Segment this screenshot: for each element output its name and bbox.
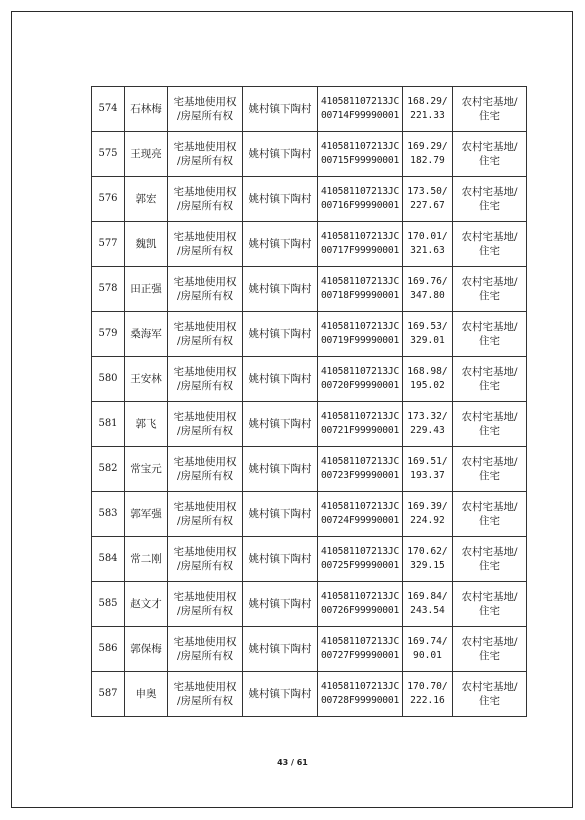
cell-owner-name xyxy=(125,447,168,492)
cell-right-type-text: 宅基地使用权 xyxy=(173,366,237,378)
table-row xyxy=(92,357,527,402)
cell-area xyxy=(403,222,453,267)
cell-land-use xyxy=(453,312,527,357)
cell-right-type-text: /房屋所有权 xyxy=(176,200,234,212)
cell-number-text: 583 xyxy=(98,508,118,519)
cell-parcel-code xyxy=(318,447,403,492)
cell-area-text: 170.01/ xyxy=(407,231,448,242)
cell-area xyxy=(403,672,453,717)
cell-owner-name xyxy=(125,132,168,177)
cell-location xyxy=(243,402,318,447)
cell-right-type-text: 宅基地使用权 xyxy=(173,636,237,648)
cell-parcel-code-text: 00718F99990001 xyxy=(320,290,400,301)
cell-area-text: 169.39/ xyxy=(407,501,448,512)
cell-parcel-code xyxy=(318,132,403,177)
cell-area-text: 173.50/ xyxy=(407,186,448,197)
cell-area xyxy=(403,582,453,627)
cell-land-use xyxy=(453,672,527,717)
cell-area-text: 329.15 xyxy=(410,560,445,571)
cell-land-use-text: 农村宅基地/ xyxy=(461,411,518,423)
cell-land-use-text: 住宅 xyxy=(479,155,500,167)
cell-land-use-text: 农村宅基地/ xyxy=(461,231,518,243)
cell-owner-name xyxy=(125,492,168,537)
cell-number xyxy=(92,312,125,357)
cell-right-type xyxy=(168,627,243,672)
table-row xyxy=(92,627,527,672)
cell-land-use-text: 住宅 xyxy=(479,695,500,707)
cell-area xyxy=(403,357,453,402)
cell-area xyxy=(403,492,453,537)
cell-area-text: 229.43 xyxy=(410,425,445,436)
cell-parcel-code-text: 410581107213JC xyxy=(320,411,400,422)
cell-land-use-text: 农村宅基地/ xyxy=(461,276,518,288)
cell-owner-name-text: 石林梅 xyxy=(130,103,162,115)
cell-right-type xyxy=(168,492,243,537)
cell-parcel-code-text: 410581107213JC xyxy=(320,276,400,287)
cell-parcel-code-text: 410581107213JC xyxy=(320,591,400,602)
cell-land-use-text: 农村宅基地/ xyxy=(461,96,518,108)
cell-area-text: 227.67 xyxy=(410,200,445,211)
cell-right-type xyxy=(168,582,243,627)
cell-number-text: 581 xyxy=(98,418,118,429)
cell-number-text: 582 xyxy=(98,463,118,474)
cell-location xyxy=(243,132,318,177)
cell-land-use xyxy=(453,132,527,177)
cell-right-type xyxy=(168,177,243,222)
cell-right-type-text: /房屋所有权 xyxy=(176,380,234,392)
cell-owner-name xyxy=(125,672,168,717)
cell-owner-name-text: 常二刚 xyxy=(130,553,162,565)
cell-area-text: 347.80 xyxy=(410,290,445,301)
cell-right-type-text: 宅基地使用权 xyxy=(173,141,237,153)
cell-number xyxy=(92,582,125,627)
cell-number-text: 579 xyxy=(98,328,118,339)
cell-right-type-text: /房屋所有权 xyxy=(176,290,234,302)
cell-number xyxy=(92,132,125,177)
cell-area-text: 169.74/ xyxy=(407,636,448,647)
cell-owner-name-text: 桑海军 xyxy=(130,328,162,340)
cell-land-use-text: 住宅 xyxy=(479,290,500,302)
cell-number-text: 578 xyxy=(98,283,118,294)
cell-land-use-text: 住宅 xyxy=(479,605,500,617)
cell-right-type-text: 宅基地使用权 xyxy=(173,321,237,333)
cell-parcel-code-text: 410581107213JC xyxy=(320,456,400,467)
cell-area-text: 169.53/ xyxy=(407,321,448,332)
cell-land-use-text: 农村宅基地/ xyxy=(461,546,518,558)
cell-land-use-text: 农村宅基地/ xyxy=(461,456,518,468)
page-number: 43 / 61 xyxy=(277,758,308,767)
cell-right-type-text: 宅基地使用权 xyxy=(173,411,237,423)
cell-owner-name xyxy=(125,402,168,447)
cell-number xyxy=(92,177,125,222)
cell-parcel-code-text: 00724F99990001 xyxy=(320,515,400,526)
cell-land-use-text: 住宅 xyxy=(479,650,500,662)
cell-location-text: 姚村镇下陶村 xyxy=(248,328,312,340)
cell-parcel-code-text: 410581107213JC xyxy=(320,231,400,242)
cell-parcel-code-text: 00721F99990001 xyxy=(320,425,400,436)
cell-right-type-text: 宅基地使用权 xyxy=(173,681,237,693)
cell-owner-name-text: 王安林 xyxy=(130,373,162,385)
cell-right-type-text: /房屋所有权 xyxy=(176,515,234,527)
cell-right-type-text: /房屋所有权 xyxy=(176,335,234,347)
cell-area xyxy=(403,177,453,222)
cell-land-use xyxy=(453,447,527,492)
table-row xyxy=(92,267,527,312)
cell-area-text: 195.02 xyxy=(410,380,445,391)
cell-location xyxy=(243,537,318,582)
table-row xyxy=(92,492,527,537)
cell-land-use-text: 住宅 xyxy=(479,335,500,347)
cell-right-type-text: 宅基地使用权 xyxy=(173,186,237,198)
cell-land-use-text: 住宅 xyxy=(479,200,500,212)
cell-owner-name-text: 郭保梅 xyxy=(130,643,162,655)
cell-location xyxy=(243,447,318,492)
cell-right-type xyxy=(168,267,243,312)
cell-right-type-text: 宅基地使用权 xyxy=(173,591,237,603)
cell-number xyxy=(92,222,125,267)
cell-right-type-text: 宅基地使用权 xyxy=(173,231,237,243)
cell-parcel-code-text: 410581107213JC xyxy=(320,321,400,332)
cell-parcel-code-text: 00725F99990001 xyxy=(320,560,400,571)
cell-land-use xyxy=(453,627,527,672)
cell-area-text: 169.84/ xyxy=(407,591,448,602)
cell-number xyxy=(92,87,125,132)
cell-owner-name-text: 申奥 xyxy=(135,688,157,700)
cell-parcel-code-text: 410581107213JC xyxy=(320,546,400,557)
cell-number xyxy=(92,492,125,537)
cell-land-use-text: 住宅 xyxy=(479,245,500,257)
cell-parcel-code xyxy=(318,87,403,132)
cell-owner-name xyxy=(125,312,168,357)
table-row xyxy=(92,672,527,717)
table-row xyxy=(92,132,527,177)
cell-area-text: 222.16 xyxy=(410,695,445,706)
table-row xyxy=(92,312,527,357)
cell-right-type-text: /房屋所有权 xyxy=(176,605,234,617)
cell-land-use-text: 住宅 xyxy=(479,425,500,437)
cell-parcel-code xyxy=(318,537,403,582)
cell-land-use-text: 住宅 xyxy=(479,560,500,572)
cell-owner-name-text: 王现亮 xyxy=(130,148,162,160)
cell-parcel-code-text: 410581107213JC xyxy=(320,366,400,377)
cell-owner-name xyxy=(125,627,168,672)
cell-parcel-code xyxy=(318,672,403,717)
cell-location-text: 姚村镇下陶村 xyxy=(248,373,312,385)
table-row xyxy=(92,177,527,222)
cell-owner-name xyxy=(125,582,168,627)
cell-parcel-code xyxy=(318,357,403,402)
cell-area-text: 224.92 xyxy=(410,515,445,526)
cell-area xyxy=(403,537,453,582)
cell-area xyxy=(403,447,453,492)
cell-area xyxy=(403,627,453,672)
cell-location xyxy=(243,222,318,267)
cell-land-use-text: 农村宅基地/ xyxy=(461,141,518,153)
cell-area-text: 182.79 xyxy=(410,155,445,166)
cell-area-text: 169.76/ xyxy=(407,276,448,287)
table-body xyxy=(92,87,527,717)
cell-parcel-code-text: 00728F99990001 xyxy=(320,695,400,706)
cell-area-text: 193.37 xyxy=(410,470,445,481)
table-row xyxy=(92,402,527,447)
cell-location xyxy=(243,672,318,717)
cell-owner-name-text: 常宝元 xyxy=(130,463,162,475)
cell-right-type xyxy=(168,357,243,402)
cell-parcel-code-text: 00717F99990001 xyxy=(320,245,400,256)
cell-parcel-code-text: 00720F99990001 xyxy=(320,380,400,391)
cell-owner-name xyxy=(125,357,168,402)
cell-parcel-code xyxy=(318,492,403,537)
cell-owner-name xyxy=(125,267,168,312)
cell-parcel-code-text: 00716F99990001 xyxy=(320,200,400,211)
cell-area xyxy=(403,402,453,447)
cell-number xyxy=(92,357,125,402)
cell-right-type-text: 宅基地使用权 xyxy=(173,456,237,468)
cell-parcel-code xyxy=(318,177,403,222)
cell-location-text: 姚村镇下陶村 xyxy=(248,148,312,160)
cell-location xyxy=(243,492,318,537)
cell-area xyxy=(403,267,453,312)
cell-location xyxy=(243,177,318,222)
cell-number-text: 585 xyxy=(98,598,118,609)
cell-parcel-code-text: 410581107213JC xyxy=(320,501,400,512)
cell-number-text: 586 xyxy=(98,643,118,654)
cell-land-use-text: 农村宅基地/ xyxy=(461,186,518,198)
cell-number xyxy=(92,447,125,492)
cell-area-text: 170.62/ xyxy=(407,546,448,557)
table-row xyxy=(92,222,527,267)
table-row xyxy=(92,447,527,492)
cell-area-text: 170.70/ xyxy=(407,681,448,692)
cell-land-use-text: 住宅 xyxy=(479,515,500,527)
cell-location xyxy=(243,357,318,402)
cell-owner-name-text: 郭军强 xyxy=(130,508,162,520)
cell-parcel-code-text: 410581107213JC xyxy=(320,141,400,152)
cell-location-text: 姚村镇下陶村 xyxy=(248,103,312,115)
cell-land-use-text: 住宅 xyxy=(479,380,500,392)
cell-right-type-text: 宅基地使用权 xyxy=(173,276,237,288)
cell-parcel-code-text: 410581107213JC xyxy=(320,186,400,197)
cell-owner-name xyxy=(125,222,168,267)
cell-land-use xyxy=(453,582,527,627)
cell-right-type-text: 宅基地使用权 xyxy=(173,546,237,558)
cell-area-text: 243.54 xyxy=(410,605,445,616)
cell-right-type-text: /房屋所有权 xyxy=(176,245,234,257)
cell-location-text: 姚村镇下陶村 xyxy=(248,598,312,610)
cell-parcel-code xyxy=(318,312,403,357)
cell-location xyxy=(243,582,318,627)
cell-land-use xyxy=(453,537,527,582)
cell-right-type-text: /房屋所有权 xyxy=(176,110,234,122)
cell-parcel-code-text: 410581107213JC xyxy=(320,636,400,647)
cell-right-type-text: /房屋所有权 xyxy=(176,155,234,167)
cell-location-text: 姚村镇下陶村 xyxy=(248,688,312,700)
cell-location-text: 姚村镇下陶村 xyxy=(248,643,312,655)
cell-area-text: 329.01 xyxy=(410,335,445,346)
cell-number-text: 587 xyxy=(98,688,118,699)
cell-right-type-text: /房屋所有权 xyxy=(176,695,234,707)
cell-parcel-code-text: 00719F99990001 xyxy=(320,335,400,346)
cell-location-text: 姚村镇下陶村 xyxy=(248,238,312,250)
cell-location xyxy=(243,312,318,357)
cell-number-text: 580 xyxy=(98,373,118,384)
cell-parcel-code xyxy=(318,627,403,672)
cell-right-type-text: 宅基地使用权 xyxy=(173,96,237,108)
cell-right-type-text: /房屋所有权 xyxy=(176,650,234,662)
cell-owner-name xyxy=(125,87,168,132)
cell-number xyxy=(92,537,125,582)
cell-land-use xyxy=(453,177,527,222)
table-row xyxy=(92,87,527,132)
cell-land-use xyxy=(453,492,527,537)
cell-area-text: 321.63 xyxy=(410,245,445,256)
cell-number-text: 574 xyxy=(98,103,118,114)
cell-land-use xyxy=(453,357,527,402)
cell-location-text: 姚村镇下陶村 xyxy=(248,418,312,430)
cell-right-type xyxy=(168,132,243,177)
table-row xyxy=(92,537,527,582)
cell-parcel-code-text: 00715F99990001 xyxy=(320,155,400,166)
cell-number xyxy=(92,402,125,447)
cell-owner-name-text: 郭宏 xyxy=(135,193,157,205)
cell-land-use-text: 住宅 xyxy=(479,470,500,482)
cell-number-text: 576 xyxy=(98,193,118,204)
cell-right-type xyxy=(168,537,243,582)
cell-location xyxy=(243,87,318,132)
cell-owner-name-text: 魏凯 xyxy=(135,238,157,250)
cell-area-text: 168.29/ xyxy=(407,96,448,107)
cell-location-text: 姚村镇下陶村 xyxy=(248,463,312,475)
cell-parcel-code xyxy=(318,222,403,267)
cell-area-text: 173.32/ xyxy=(407,411,448,422)
table-row xyxy=(92,582,527,627)
cell-parcel-code xyxy=(318,582,403,627)
cell-land-use xyxy=(453,402,527,447)
cell-land-use-text: 农村宅基地/ xyxy=(461,501,518,513)
cell-location-text: 姚村镇下陶村 xyxy=(248,193,312,205)
cell-parcel-code-text: 00714F99990001 xyxy=(320,110,400,121)
cell-right-type xyxy=(168,402,243,447)
cell-parcel-code-text: 00726F99990001 xyxy=(320,605,400,616)
cell-location-text: 姚村镇下陶村 xyxy=(248,553,312,565)
cell-owner-name xyxy=(125,537,168,582)
cell-area xyxy=(403,132,453,177)
cell-area-text: 169.29/ xyxy=(407,141,448,152)
cell-land-use-text: 农村宅基地/ xyxy=(461,366,518,378)
cell-land-use xyxy=(453,87,527,132)
cell-area-text: 168.98/ xyxy=(407,366,448,377)
cell-location xyxy=(243,627,318,672)
cell-number-text: 577 xyxy=(98,238,118,249)
cell-right-type-text: 宅基地使用权 xyxy=(173,501,237,513)
cell-land-use xyxy=(453,267,527,312)
cell-location-text: 姚村镇下陶村 xyxy=(248,508,312,520)
cell-location xyxy=(243,267,318,312)
cell-right-type-text: /房屋所有权 xyxy=(176,425,234,437)
cell-land-use xyxy=(453,222,527,267)
cell-land-use-text: 农村宅基地/ xyxy=(461,321,518,333)
cell-number-text: 584 xyxy=(98,553,118,564)
cell-area-text: 169.51/ xyxy=(407,456,448,467)
cell-owner-name-text: 郭飞 xyxy=(135,418,157,430)
cell-land-use-text: 农村宅基地/ xyxy=(461,591,518,603)
cell-right-type-text: /房屋所有权 xyxy=(176,470,234,482)
cell-number xyxy=(92,627,125,672)
cell-area-text: 90.01 xyxy=(413,650,442,661)
cell-parcel-code xyxy=(318,267,403,312)
cell-land-use-text: 农村宅基地/ xyxy=(461,636,518,648)
cell-land-use-text: 住宅 xyxy=(479,110,500,122)
cell-parcel-code xyxy=(318,402,403,447)
record-table xyxy=(91,86,527,717)
cell-parcel-code-text: 410581107213JC xyxy=(320,96,400,107)
cell-right-type-text: /房屋所有权 xyxy=(176,560,234,572)
cell-right-type xyxy=(168,312,243,357)
cell-number-text: 575 xyxy=(98,148,118,159)
cell-area xyxy=(403,312,453,357)
cell-owner-name xyxy=(125,177,168,222)
cell-area xyxy=(403,87,453,132)
cell-number xyxy=(92,267,125,312)
cell-area-text: 221.33 xyxy=(410,110,445,121)
cell-land-use-text: 农村宅基地/ xyxy=(461,681,518,693)
cell-owner-name-text: 田正强 xyxy=(130,283,162,295)
cell-parcel-code-text: 410581107213JC xyxy=(320,681,400,692)
cell-location-text: 姚村镇下陶村 xyxy=(248,283,312,295)
cell-right-type xyxy=(168,672,243,717)
cell-owner-name-text: 赵文才 xyxy=(130,598,162,610)
cell-right-type xyxy=(168,87,243,132)
cell-right-type xyxy=(168,222,243,267)
cell-number xyxy=(92,672,125,717)
cell-right-type xyxy=(168,447,243,492)
cell-parcel-code-text: 00727F99990001 xyxy=(320,650,400,661)
cell-parcel-code-text: 00723F99990001 xyxy=(320,470,400,481)
